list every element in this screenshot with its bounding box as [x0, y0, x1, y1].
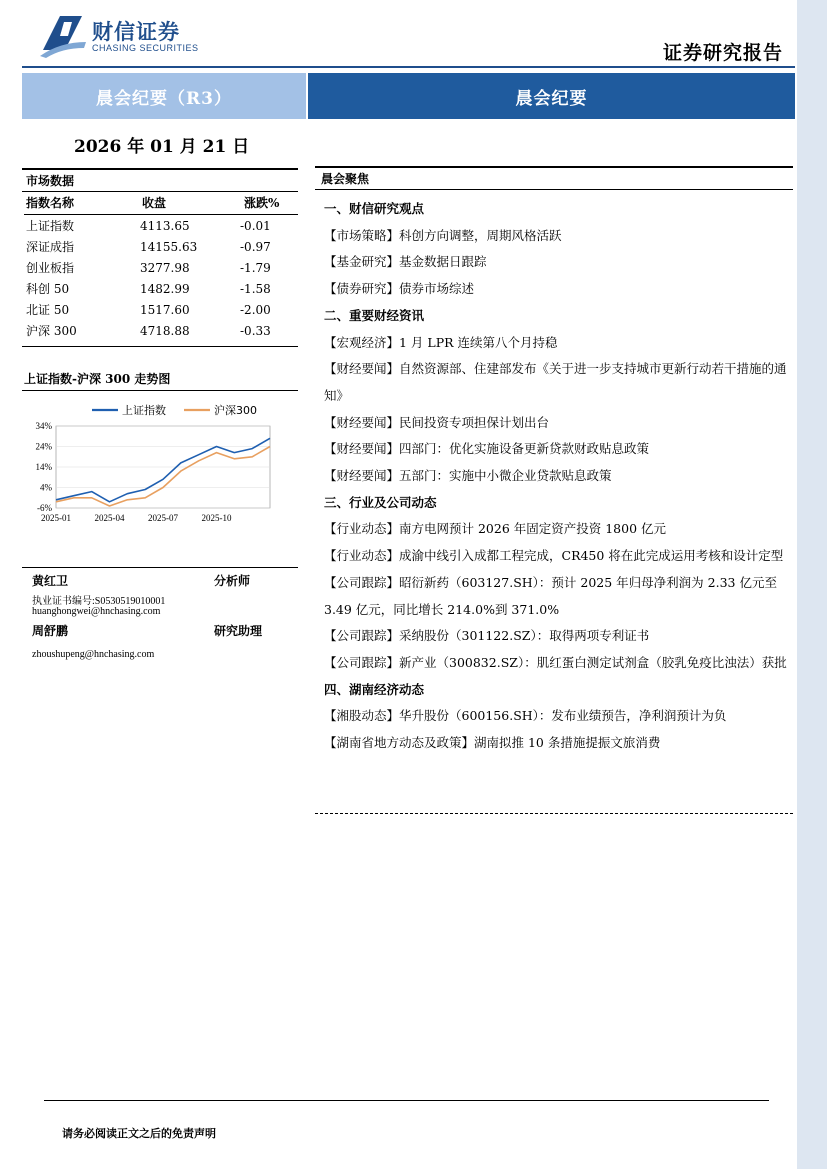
banner-right-title: 晨会纪要 — [308, 73, 795, 119]
index-close: 1517.60 — [140, 302, 190, 317]
series-line-沪深300 — [56, 447, 270, 507]
header-divider — [22, 66, 795, 68]
news-item[interactable]: 【基金研究】基金数据日跟踪 — [324, 254, 487, 270]
news-item[interactable]: 【行业动态】南方电网预计 2026 年固定资产投资 1800 亿元 — [324, 521, 667, 537]
news-section-heading: 二、重要财经资讯 — [324, 307, 425, 323]
news-item[interactable]: 【公司跟踪】采纳股份（301122.SZ）：取得两项专利证书 — [324, 628, 650, 644]
news-item[interactable]: 【湖南省地方动态及政策】湖南拟推 10 条措施提振文旅消费 — [324, 735, 661, 751]
assistant-email[interactable]: zhoushupeng@hnchasing.com — [32, 649, 155, 660]
brand-name-en: CHASING SECURITIES — [92, 43, 199, 53]
index-close: 4718.88 — [140, 323, 190, 338]
market-data-table — [24, 192, 298, 341]
news-item[interactable]: 【财经要闻】自然资源部、住建部发布《关于进一步支持城市更新行动若干措施的通知》 — [324, 361, 787, 403]
index-name: 科创 50 — [26, 282, 70, 296]
x-tick-label: 2025-04 — [94, 513, 125, 523]
col-header-close: 收盘 — [124, 192, 224, 215]
news-item[interactable]: 【公司跟踪】新产业（300832.SZ）：肌红蛋白测定试剂盒（胶乳免疫比浊法）获批 — [324, 654, 787, 670]
index-name: 创业板指 — [26, 261, 75, 275]
analyst-cert: 执业证书编号:S0530519010001 — [32, 596, 166, 607]
x-tick-label: 2025-07 — [148, 513, 178, 523]
report-type-label: 证券研究报告 — [662, 42, 783, 64]
index-close: 1482.99 — [140, 281, 190, 296]
index-name: 上证指数 — [26, 219, 75, 233]
chart-title-rule — [22, 390, 298, 391]
morning-focus-heading: 晨会聚焦 — [315, 166, 793, 190]
analyst-divider — [22, 567, 298, 568]
x-tick-label: 2025-10 — [201, 513, 232, 523]
news-section-heading: 一、财信研究观点 — [324, 201, 425, 216]
legend-label: 上证指数 — [122, 404, 166, 417]
footer-divider — [44, 1100, 769, 1101]
news-item[interactable]: 【公司跟踪】昭衍新药（603127.SH）：预计 2025 年归母净利润为 2.33 亿元至 3.49 亿元，同比增长 214.0%到 371.0% — [324, 574, 777, 617]
index-close: 3277.98 — [140, 260, 190, 275]
col-header-change: 涨跌% — [224, 192, 298, 215]
index-close: 14155.63 — [140, 239, 198, 254]
table-row — [24, 236, 298, 257]
brand-name-cn: 财信证券 — [92, 20, 180, 44]
index-name: 沪深 300 — [26, 324, 77, 338]
company-logo-icon — [38, 12, 88, 58]
index-change: -2.00 — [240, 302, 271, 317]
chart-title: 上证指数-沪深 300 走势图 — [24, 372, 171, 386]
legend-label: 沪深300 — [214, 404, 257, 417]
table-row — [24, 278, 298, 299]
news-item[interactable]: 【市场策略】科创方向调整，周期风格活跃 — [324, 227, 562, 243]
index-close: 4113.65 — [140, 218, 190, 233]
news-item[interactable]: 【财经要闻】五部门：实施中小微企业贷款贴息政策 — [324, 468, 612, 484]
y-tick-label: 24% — [35, 441, 52, 452]
news-item[interactable]: 【财经要闻】民间投资专项担保计划出台 — [324, 414, 550, 430]
right-side-strip — [797, 0, 827, 1169]
news-section-heading: 四、湖南经济动态 — [324, 681, 425, 697]
news-item[interactable]: 【财经要闻】四部门：优化实施设备更新贷款财政贴息政策 — [324, 441, 650, 457]
table-row — [24, 320, 298, 341]
market-table-bottom-rule — [22, 346, 298, 347]
table-row — [24, 299, 298, 320]
index-name: 深证成指 — [26, 240, 75, 254]
index-change: -0.01 — [240, 218, 271, 233]
table-row — [24, 257, 298, 278]
trend-chart — [22, 394, 300, 536]
news-item[interactable]: 【债券研究】债券市场综述 — [324, 281, 475, 297]
analyst-name: 黄红卫 — [32, 574, 69, 588]
index-change: -1.79 — [240, 260, 271, 275]
col-header-index: 指数名称 — [24, 192, 124, 215]
assistant-name: 周舒鹏 — [32, 624, 69, 638]
index-change: -0.33 — [240, 323, 271, 338]
y-tick-label: 14% — [35, 462, 52, 472]
y-tick-label: 4% — [40, 482, 52, 493]
news-item[interactable]: 【行业动态】成渝中线引入成都工程完成，CR450 将在此完成运用考核和设计定型 — [324, 548, 784, 564]
news-end-rule — [315, 813, 793, 814]
table-row — [24, 215, 298, 237]
analyst-role: 分析师 — [214, 574, 251, 588]
series-line-上证指数 — [56, 438, 270, 502]
y-tick-label: -6% — [37, 503, 52, 513]
index-change: -1.58 — [240, 281, 271, 296]
assistant-role: 研究助理 — [214, 624, 263, 638]
news-section-heading: 三、行业及公司动态 — [324, 494, 437, 510]
banner-left-title: 晨会纪要（R3） — [22, 73, 306, 119]
y-tick-label: 34% — [35, 421, 52, 431]
disclaimer-note: 请务必阅读正文之后的免责声明 — [62, 1127, 216, 1140]
analyst-email[interactable]: huanghongwei@hnchasing.com — [32, 606, 161, 617]
market-data-heading: 市场数据 — [22, 168, 298, 192]
report-date: 2026 年 01 月 21 日 — [74, 137, 250, 157]
news-item[interactable]: 【湘股动态】华升股份（600156.SH）：发布业绩预告，净利润预计为负 — [324, 708, 727, 724]
index-change: -0.97 — [240, 239, 271, 254]
news-item[interactable]: 【宏观经济】1 月 LPR 连续第八个月持稳 — [324, 334, 558, 350]
table-header-row — [24, 192, 298, 215]
x-tick-label: 2025-01 — [41, 513, 71, 523]
index-name: 北证 50 — [26, 303, 70, 317]
news-list — [324, 196, 790, 757]
